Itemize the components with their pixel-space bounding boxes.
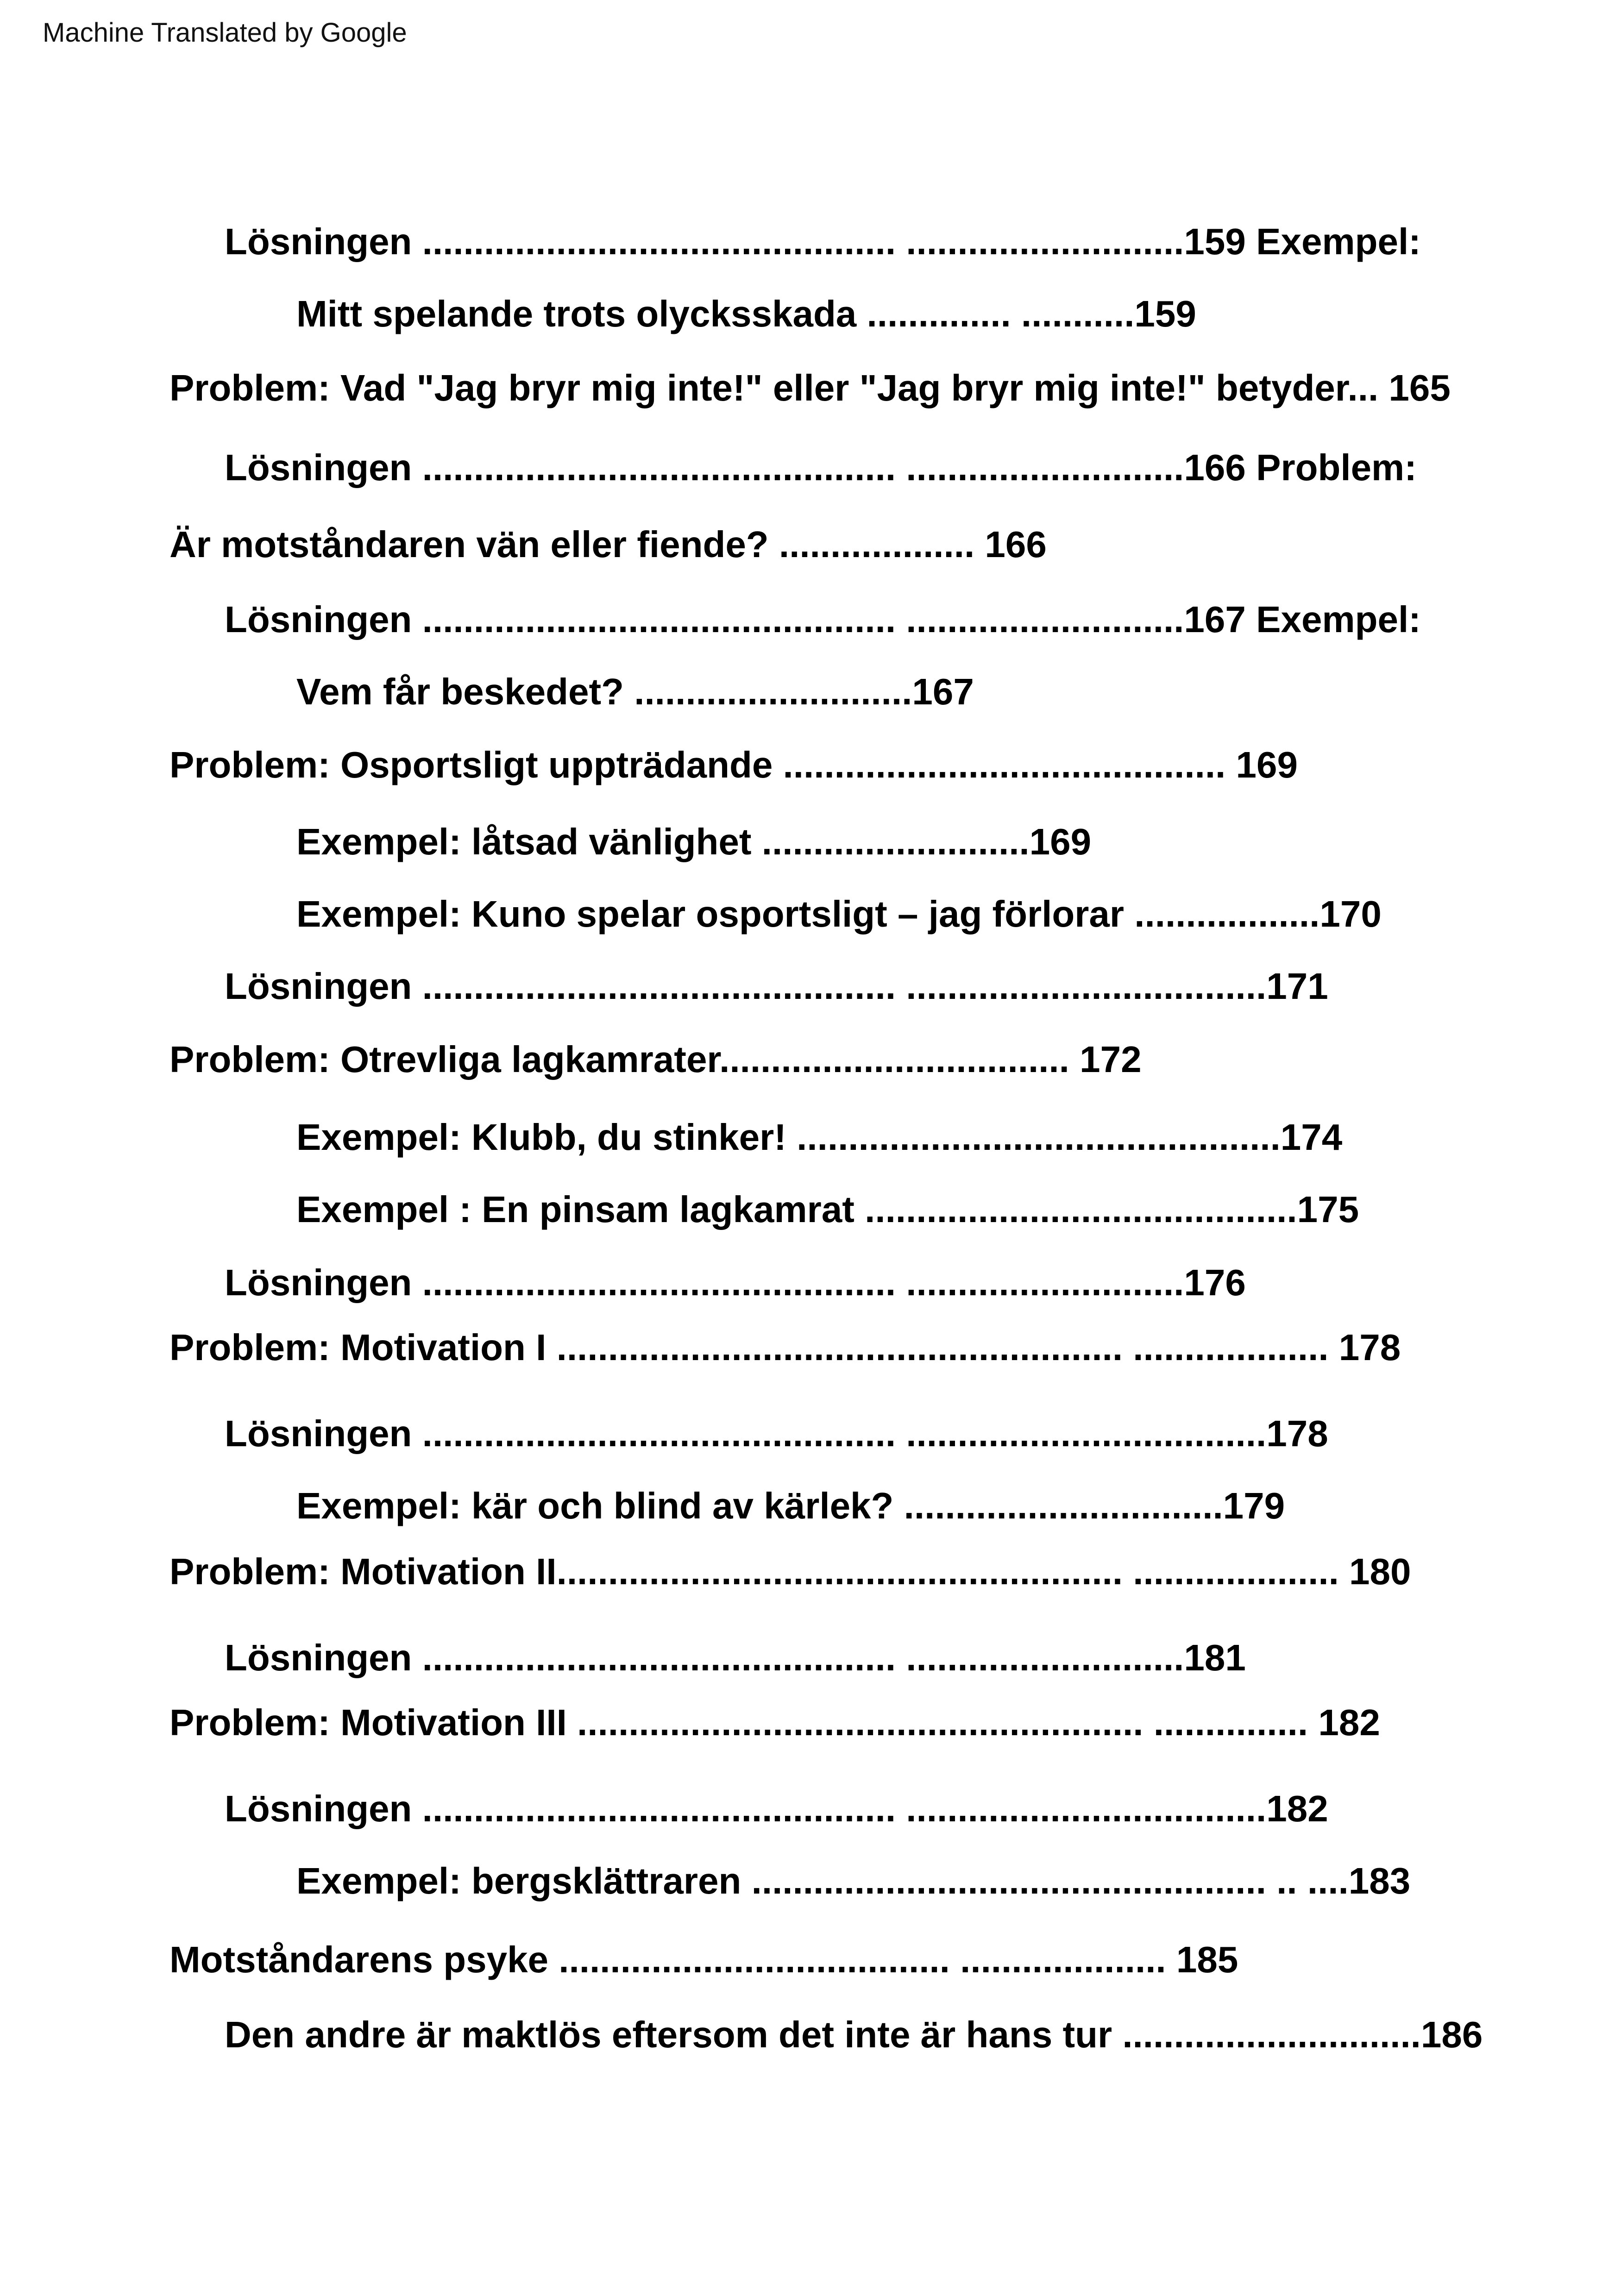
toc-entry-exempel: Exempel: låtsad vänlighet ..........................169 xyxy=(296,821,1092,862)
machine-translated-label: Machine Translated by Google xyxy=(43,18,407,48)
toc-entry-exempel: Exempel: Klubb, du stinker! ...............................................174 xyxy=(296,1117,1343,1158)
toc-entry-losningen: Lösningen .............................................. ...................................182 xyxy=(225,1788,1328,1829)
toc-entry-section: Motståndarens psyke ...................................... .................... 185 xyxy=(170,1939,1238,1980)
toc-entry-losningen: Lösningen .............................................. ...........................159 Exempel: xyxy=(225,221,1421,262)
toc-entry-problem: Problem: Motivation III ....................................................... ............... 182 xyxy=(170,1702,1380,1743)
toc-entry-exempel: Exempel: bergsklättraren .................................................. .. ....183 xyxy=(296,1860,1411,1901)
toc-entry-subsection: Den andre är maktlös eftersom det inte är hans tur .............................186 xyxy=(225,2014,1483,2055)
toc-entry-losningen: Lösningen .............................................. ...........................166 Problem: xyxy=(225,447,1417,488)
toc-entry-exempel: Mitt spelande trots olycksskada .............. ...........159 xyxy=(296,293,1196,334)
toc-entry-problem: Problem: Vad "Jag bryr mig inte!" eller "Jag bryr mig inte!" betyder... 165 xyxy=(170,367,1451,408)
toc-entry-losningen: Lösningen .............................................. ...........................176 xyxy=(225,1262,1246,1303)
toc-entry-losningen: Lösningen .............................................. ...................................178 xyxy=(225,1413,1328,1454)
toc-entry-losningen: Lösningen .............................................. ...................................171 xyxy=(225,966,1328,1007)
toc-entry-problem: Problem: Motivation II....................................................... .................... 180 xyxy=(170,1551,1411,1592)
toc-entry-problem: Är motståndaren vän eller fiende? ................... 166 xyxy=(170,524,1047,565)
toc-entry-problem: Problem: Otrevliga lagkamrater.................................. 172 xyxy=(170,1039,1142,1080)
toc-entry-exempel: Exempel : En pinsam lagkamrat ..........................................175 xyxy=(296,1189,1359,1230)
toc-entry-losningen: Lösningen .............................................. ...........................181 xyxy=(225,1637,1246,1678)
toc-entry-problem: Problem: Motivation I ....................................................... ................... 178 xyxy=(170,1327,1401,1368)
toc-entry-losningen: Lösningen .............................................. ...........................167 Exempel: xyxy=(225,599,1421,640)
toc-entry-exempel: Exempel: kär och blind av kärlek? ...............................179 xyxy=(296,1485,1285,1526)
toc-entry-problem: Problem: Osportsligt uppträdande ........................................... 169 xyxy=(170,744,1298,785)
toc-entry-exempel: Vem får beskedet? ...........................167 xyxy=(296,671,974,712)
toc-entry-exempel: Exempel: Kuno spelar osportsligt – jag förlorar ..................170 xyxy=(296,893,1382,935)
